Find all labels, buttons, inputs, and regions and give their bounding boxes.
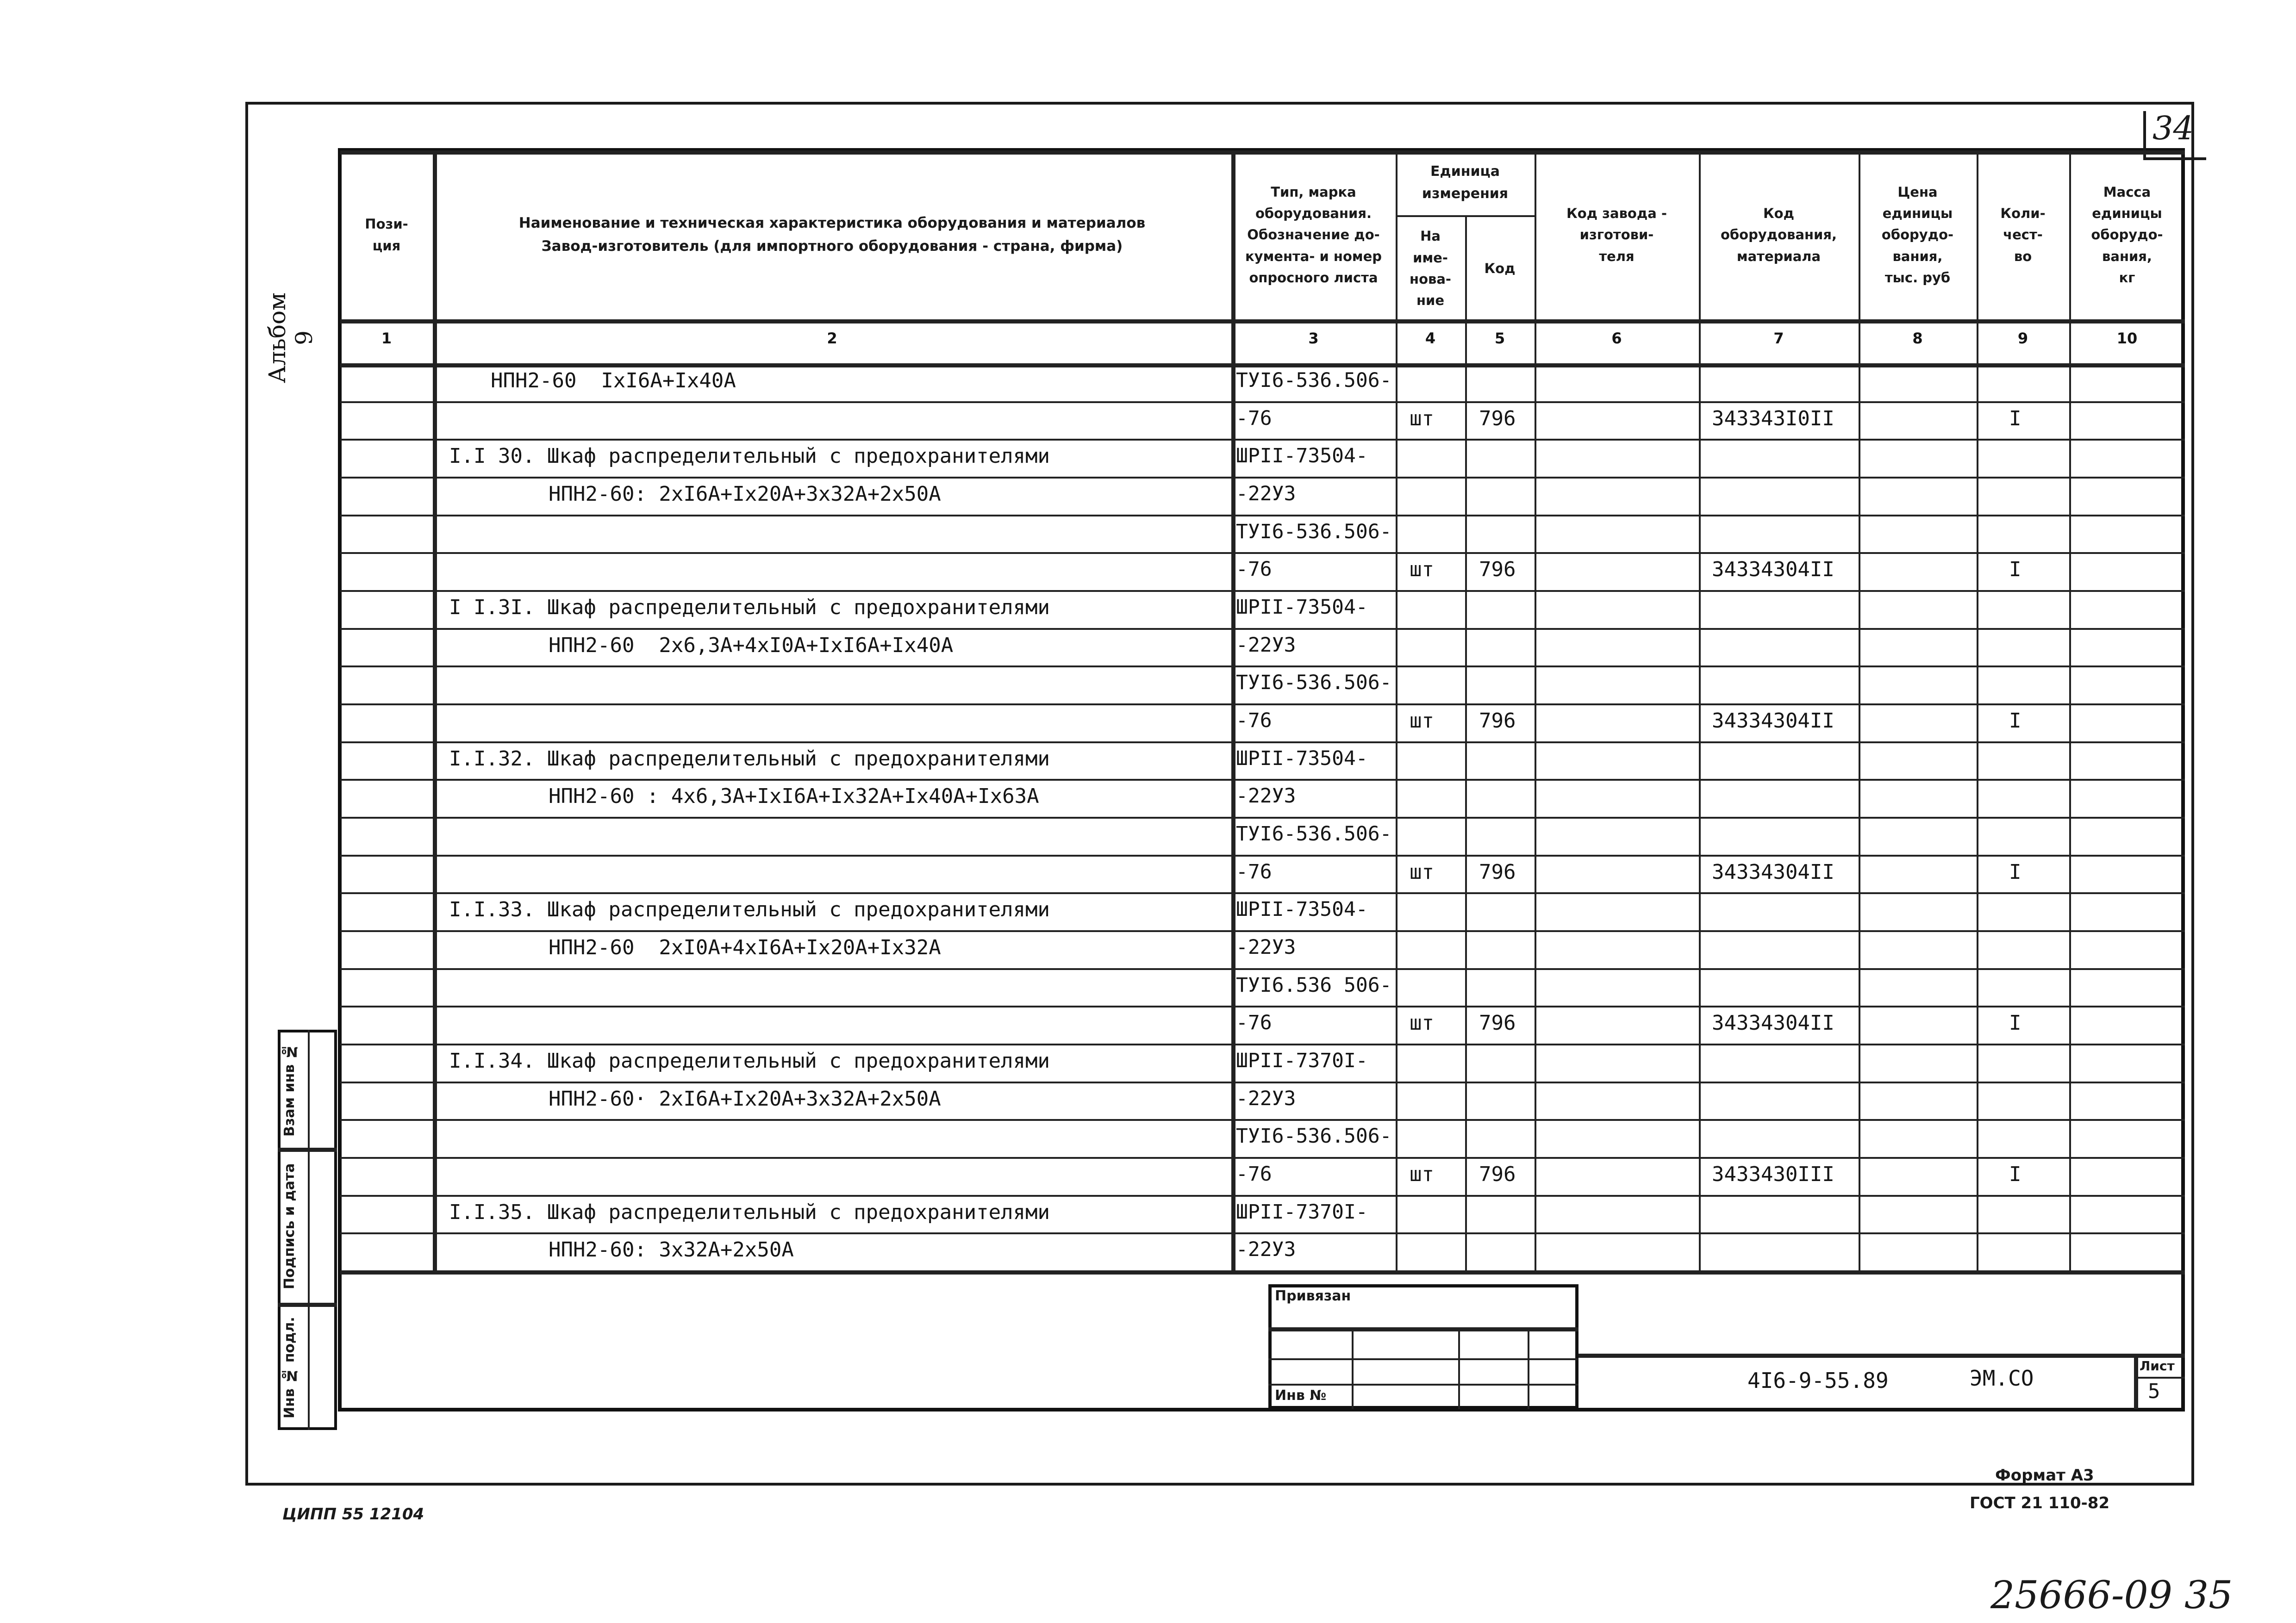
column-header-8: Цена единицы оборудо- вания, тыс. руб	[1881, 184, 1954, 286]
item-name: I.I.34. Шкаф распределительный с предохранителями	[449, 1049, 1050, 1073]
column-header-3: Тип, марка оборудования. Обозначение до- кумента- и номер опросного листа	[1245, 184, 1382, 286]
item-equipment-code: 34334304II	[1712, 860, 1834, 884]
item-type: -76	[1236, 406, 1272, 430]
row-line	[340, 1044, 2185, 1045]
item-type: ШРII-73504-	[1236, 898, 1368, 921]
row-line	[340, 439, 2185, 441]
column-number-7: 7	[1773, 330, 1784, 347]
row-line	[340, 1082, 2185, 1083]
bottom-page-number: 25666-09 35	[1990, 1573, 2233, 1617]
doc-code-top-line	[1578, 1354, 2185, 1358]
item-equipment-code: 34334304II	[1712, 558, 1834, 582]
row-line	[340, 552, 2185, 554]
item-unit: шт	[1410, 1011, 1434, 1035]
item-type: ТУI6-536.506-	[1236, 671, 1392, 695]
item-unit-code: 796	[1479, 1011, 1516, 1035]
row-line	[340, 665, 2185, 667]
approval-col-line	[1528, 1327, 1529, 1409]
column-number-2: 2	[827, 330, 837, 347]
item-type: -76	[1236, 860, 1272, 883]
item-equipment-code: 34334З0III	[1712, 1163, 1834, 1186]
item-quantity: I	[2009, 1163, 2021, 1186]
item-equipment-code: 34334304II	[1712, 1011, 1834, 1035]
row-line	[340, 477, 2185, 479]
column-header-7: Код оборудования, материала	[1720, 205, 1837, 264]
column-header-6: Код завода - изготови- теля	[1566, 205, 1667, 264]
item-name: I.I.35. Шкаф распределительный с предохранителями	[449, 1200, 1050, 1224]
item-unit-code: 796	[1479, 709, 1516, 733]
item-type: ТУI6.536 506-	[1236, 973, 1392, 997]
item-unit: шт	[1410, 558, 1434, 582]
column-number-4: 4	[1425, 330, 1436, 347]
item-unit-code: 796	[1479, 1163, 1516, 1186]
item-type: -76	[1236, 709, 1272, 732]
column-header-4: На име- нова- ние	[1410, 228, 1451, 309]
column-number-5: 5	[1494, 330, 1505, 347]
item-type: ШРII-73504-	[1236, 596, 1368, 619]
item-unit-code: 796	[1479, 406, 1516, 430]
item-type: ТУI6-536.506-	[1236, 369, 1392, 392]
item-quantity: I	[2009, 406, 2021, 430]
row-line	[340, 817, 2185, 819]
item-type: -22У3	[1236, 1087, 1296, 1110]
item-type: ШРII-73504-	[1236, 746, 1368, 770]
item-type: -22У3	[1236, 784, 1296, 808]
row-line	[340, 1119, 2185, 1121]
gost-label: ГОСТ 21 110-82	[1970, 1494, 2110, 1512]
item-name: I I.3I. Шкаф распределительный с предохранителями	[449, 596, 1050, 619]
item-name: I.I.32. Шкаф распределительный с предохранителями	[449, 746, 1050, 771]
sheet-cell-divider	[2134, 1377, 2185, 1379]
item-type: -76	[1236, 1011, 1272, 1035]
item-type: -22У3	[1236, 482, 1296, 505]
item-quantity: I	[2009, 1011, 2021, 1035]
item-type: ТУI6-536.506-	[1236, 822, 1392, 846]
item-type: ШРII-73504-	[1236, 444, 1368, 468]
item-type: ТУI6-536.506-	[1236, 520, 1392, 543]
item-quantity: I	[2009, 558, 2021, 582]
approval-row-line	[1268, 1384, 1578, 1386]
item-unit-code: 796	[1479, 558, 1516, 582]
row-line	[340, 590, 2185, 592]
item-type: -76	[1236, 1163, 1272, 1186]
document-code: 4I6-9-55.89	[1747, 1368, 1889, 1393]
item-type: -76	[1236, 558, 1272, 581]
item-name: НПН2-60 IxI6A+Ix40A	[491, 369, 736, 392]
item-name: НПН2-60: 3x32A+2x50A	[549, 1238, 794, 1262]
item-name: I.I.33. Шкаф распределительный с предохранителями	[449, 898, 1050, 922]
sheet-label: Лист	[2140, 1358, 2175, 1374]
item-type: -22У3	[1236, 1238, 1296, 1262]
header-bottom-line	[340, 319, 2185, 323]
column-line	[1465, 215, 1467, 1270]
side-label-inv-podl: Инв № подл.	[281, 1317, 298, 1418]
item-equipment-code: 34334304II	[1712, 709, 1834, 733]
item-unit-code: 796	[1479, 860, 1516, 884]
column-number-10: 10	[2116, 330, 2138, 347]
binding-strip-row	[278, 1148, 337, 1152]
column-header-2: Наименование и техническая характеристика оборудования и материалов Завод-изготовитель (для импортного оборудования - страна, фирма)	[518, 214, 1146, 255]
binding-strip-divider	[308, 1030, 310, 1430]
column-number-6: 6	[1611, 330, 1622, 347]
side-label-vzam-inv: Взам инв №	[281, 1043, 298, 1137]
approval-header-line	[1268, 1327, 1578, 1331]
inv-no-label: Инв №	[1275, 1387, 1327, 1404]
format-label: Формат А3	[1995, 1466, 2094, 1485]
document-mark: ЭМ.СО	[1970, 1366, 2034, 1391]
row-line	[340, 628, 2185, 630]
column-number-9: 9	[2017, 330, 2028, 347]
sheet-cell-line	[2134, 1354, 2138, 1409]
item-unit: шт	[1410, 1163, 1434, 1186]
item-type: ШРII-7370I-	[1236, 1049, 1368, 1072]
side-label-sign-date: Подпись и дата	[281, 1163, 298, 1290]
item-type: ТУI6-536.506-	[1236, 1125, 1392, 1148]
item-name: НПН2-60 2x6,3A+4xI0A+IxI6A+Ix40A	[549, 633, 954, 657]
row-line	[340, 515, 2185, 516]
row-line	[340, 1006, 2185, 1007]
unit-group-header: Единица измерения	[1422, 163, 1509, 202]
privyazan-label: Привязан	[1275, 1288, 1351, 1304]
column-number-3: 3	[1308, 330, 1319, 347]
column-header-10: Масса единицы оборудо- вания, кг	[2091, 184, 2163, 286]
row-line	[340, 1157, 2185, 1159]
binding-strip-row	[278, 1303, 337, 1307]
row-line	[340, 741, 2185, 743]
footer-left-code: ЦИПП 55 12104	[282, 1505, 424, 1524]
approval-col-line	[1458, 1327, 1460, 1409]
item-name: НПН2-60: 2xI6A+Ix20A+3x32A+2x50A	[549, 482, 941, 506]
row-line	[340, 703, 2185, 705]
item-equipment-code: 343343I0II	[1712, 406, 1834, 430]
item-unit: шт	[1410, 860, 1434, 884]
item-name: I.I 30. Шкаф распределительный с предохранителями	[449, 444, 1050, 468]
item-unit: шт	[1410, 406, 1434, 430]
item-name: НПН2-60 2xI0A+4xI6A+Ix20A+Ix32A	[549, 936, 941, 959]
item-type: -22У3	[1236, 633, 1296, 657]
row-line	[340, 1195, 2185, 1197]
row-line	[340, 892, 2185, 894]
item-name: НПН2-60 : 4x6,3A+IxI6A+Ix32A+Ix40A+Ix63A	[549, 784, 1039, 808]
row-line	[340, 1232, 2185, 1234]
corner-sheet-number: 34	[2152, 109, 2194, 147]
row-line	[340, 779, 2185, 781]
column-header-1: Пози- ция	[365, 216, 408, 254]
row-line	[340, 401, 2185, 403]
column-number-1: 1	[381, 330, 392, 347]
album-label: Альбом 9	[264, 292, 318, 383]
row-line	[340, 855, 2185, 857]
item-quantity: I	[2009, 860, 2021, 884]
row-line	[340, 930, 2185, 932]
approval-row-line	[1268, 1358, 1578, 1360]
item-type: ШРII-7370I-	[1236, 1200, 1368, 1224]
item-name: НПН2-60· 2xI6A+Ix20A+3x32A+2x50A	[549, 1087, 941, 1111]
sheet-number: 5	[2148, 1380, 2160, 1403]
number-row-bottom-line	[340, 363, 2185, 367]
column-number-8: 8	[1912, 330, 1923, 347]
item-quantity: I	[2009, 709, 2021, 733]
row-line	[340, 1270, 2185, 1275]
item-unit: шт	[1410, 709, 1434, 733]
column-header-9: Коли- чест- во	[2000, 205, 2046, 264]
approval-col-line	[1352, 1327, 1354, 1409]
row-line	[340, 968, 2185, 970]
column-header-5: Код	[1484, 260, 1516, 276]
item-type: -22У3	[1236, 936, 1296, 959]
